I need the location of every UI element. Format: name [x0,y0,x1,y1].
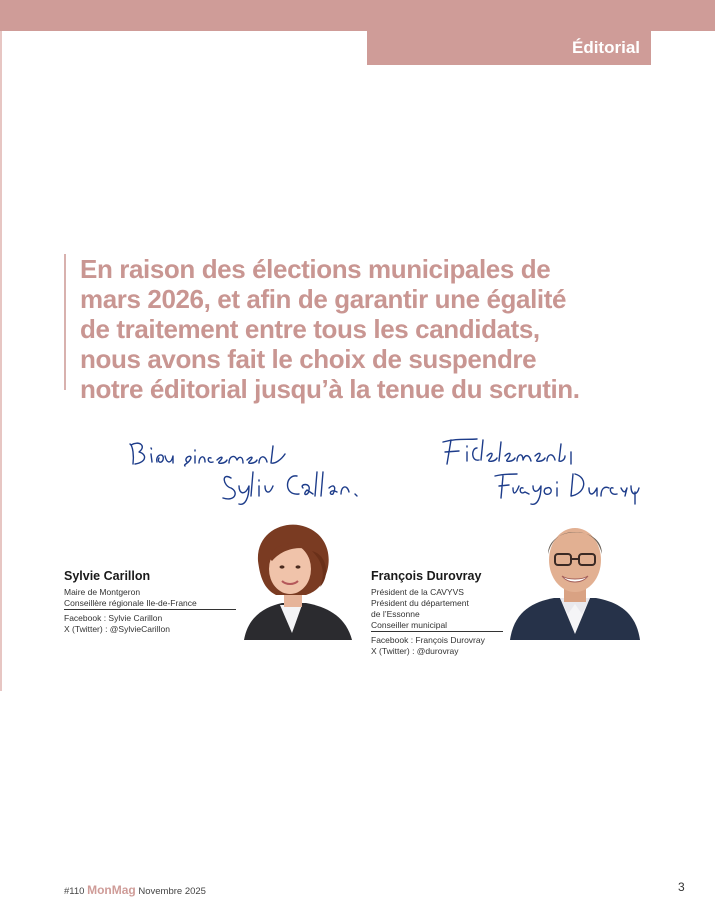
person-details [64,587,240,635]
person-role: Maire de Montgeron [64,587,141,597]
editorial-statement-text [80,254,664,404]
person-twitter: X (Twitter) : @durovray [371,646,459,656]
brand-mag: Mag [111,883,136,897]
person-facebook: Facebook : François Durovray [371,635,485,645]
person-role: Président du département [371,598,469,608]
statement-line: En raison des élections municipales de [80,254,551,284]
portrait-photo-sylvie-carillon [236,521,354,640]
person-role: de l’Essonne [371,609,420,619]
section-label: Éditorial [571,38,640,57]
signature-francois-durovray [437,434,642,509]
portrait-photo-francois-durovray [508,514,642,640]
section-label-tab [367,31,651,65]
footer-issue-info [64,883,206,897]
statement-line: notre éditorial jusqu’à la tenue du scrutin. [80,374,580,404]
statement-line: mars 2026, et afin de garantir une égalité [80,284,567,314]
person-twitter: X (Twitter) : @SylvieCarillon [64,624,170,634]
signature-sylvie-carillon [125,436,385,506]
person-facebook: Facebook : Sylvie Carillon [64,613,163,623]
person-role: Président de la CAVYVS [371,587,464,597]
person-name: François Durovray [371,569,482,583]
statement-line: de traitement entre tous les candidats, [80,314,540,344]
issue-number: #110 [64,886,85,897]
issue-date: Novembre 2025 [138,886,206,897]
brand-mon: Mon [87,883,112,897]
top-color-band [0,0,715,31]
editorial-statement [64,254,664,404]
left-edge-accent [0,31,2,691]
page-number: 3 [678,880,685,894]
person-role: Conseiller municipal [371,620,503,632]
statement-line: nous avons fait le choix de suspendre [80,344,537,374]
person-name: Sylvie Carillon [64,569,151,583]
person-details [371,587,503,657]
person-role: Conseillère régionale Ile-de-France [64,598,240,610]
